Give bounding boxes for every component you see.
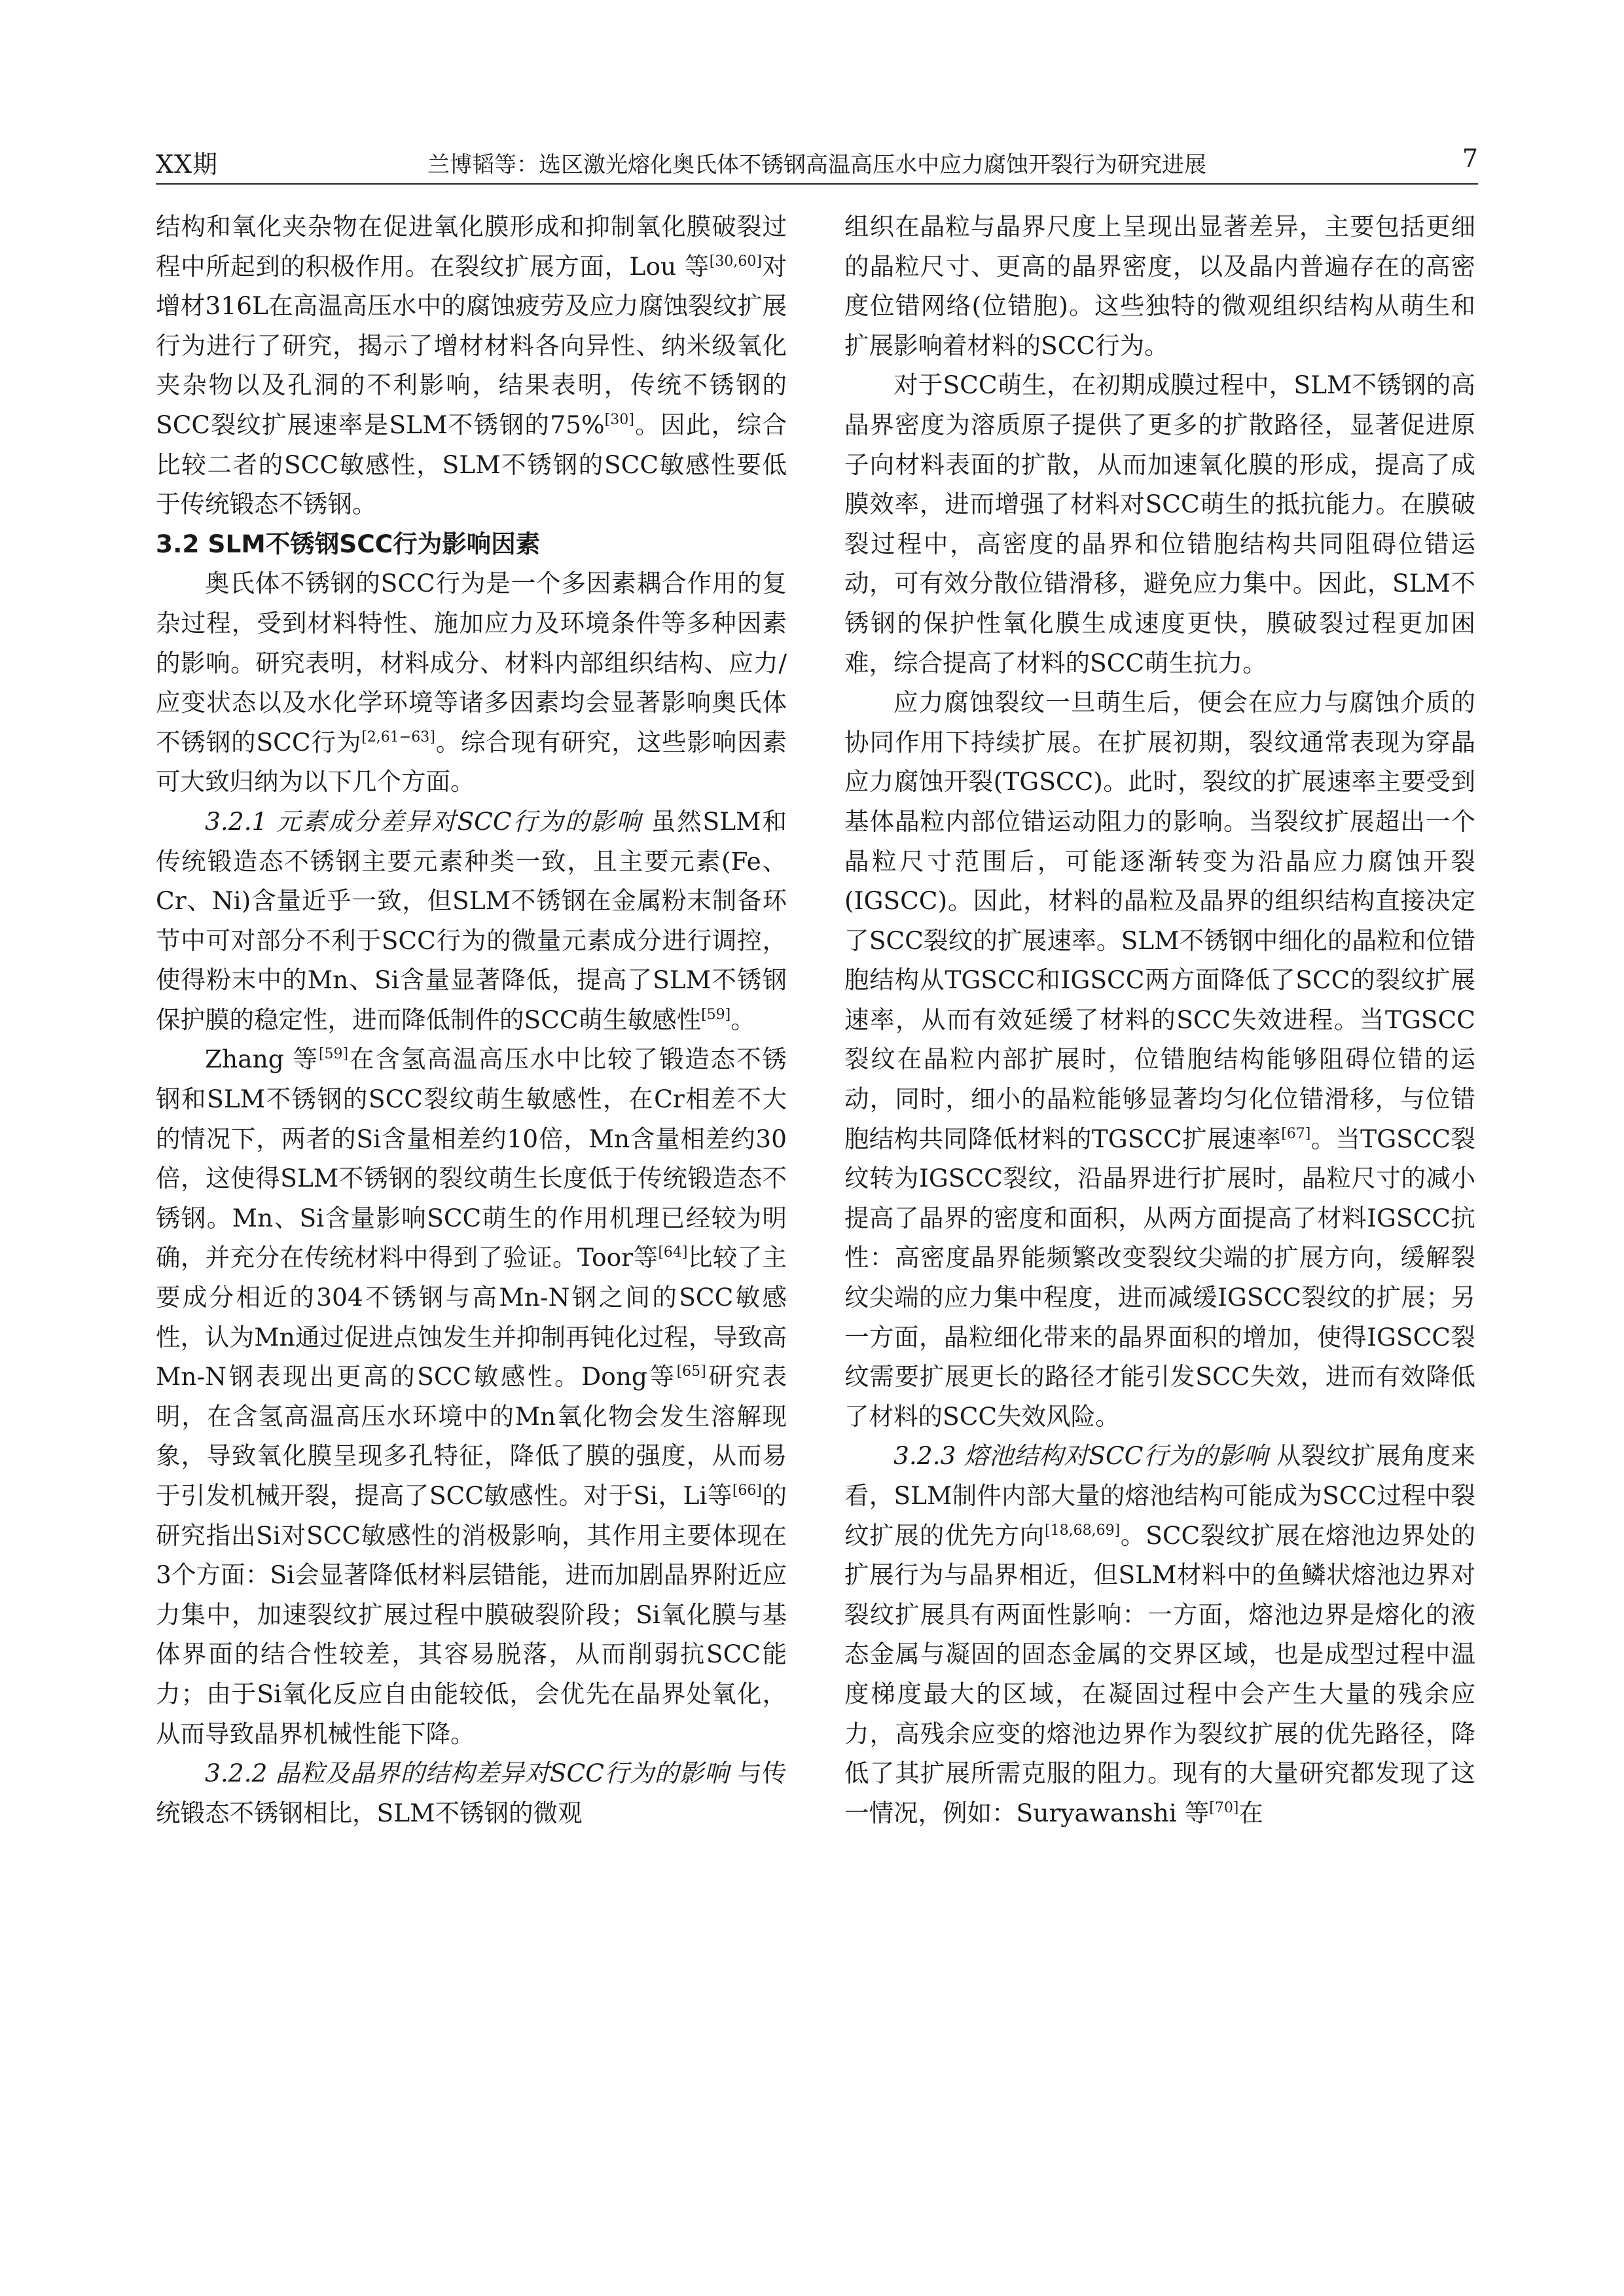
- citation: [66]: [732, 1482, 763, 1499]
- subsection-title-3-2-3: 3.2.3 熔池结构对SCC行为的影响: [893, 1441, 1269, 1471]
- paragraph-crack-growth: 应力腐蚀裂纹一旦萌生后，便会在应力与腐蚀介质的协同作用下持续扩展。在扩展初期，裂纹通常表现为穿晶应力腐蚀开裂(TGSCC)。此时，裂纹的扩展速率主要受到基体晶粒内部位错运动阻力的影响。当裂纹扩展超出一个晶粒尺寸范围后，可能逐渐转变为沿晶应力腐蚀开裂(IGSCC)。因此，材料的晶粒及晶界的组织结构直接决定了SCC裂纹的扩展速率。SLM不锈钢中细化的晶粒和位错胞结构从TGSCC和IGSCC两方面降低了SCC的裂纹扩展速率，从而有效延缓了材料的SCC失效进程。当TGSCC裂纹在晶粒内部扩展时，位错胞结构能够阻碍位错的运动，同时，细小的晶粒能够显著均匀化位错滑移，与位错胞结构共同降低材料的TGSCC扩展速率[67]。当TGSCC裂纹转为IGSCC裂纹，沿晶界进行扩展时，晶粒尺寸的减小提高了晶界的密度和面积，从两方面提高了材料IGSCC抗性：高密度晶界能频繁改变裂纹尖端的扩展方向，缓解裂纹尖端的应力集中程度，进而减缓IGSCC裂纹的扩展；另一方面，晶粒细化带来的晶界面积的增加，使得IGSCC裂纹需要扩展更长的路径才能引发SCC失效，进而有效降低了材料的SCC失效风险。: [844, 688, 1476, 1431]
- page-number: 7: [1462, 144, 1478, 173]
- citation: [67]: [1281, 1125, 1311, 1142]
- right-column: [844, 207, 1475, 1833]
- citation: [64]: [658, 1244, 688, 1261]
- paragraph-3-2-1: 3.2.1 元素成分差异对SCC行为的影响 虽然SLM和传统锻造态不锈钢主要元素种类一致，且主要元素(Fe、Cr、Ni)含量近乎一致，但SLM不锈钢在金属粉末制备环节中可对部分不利于SCC行为的微量元素成分进行调控，使得粉末中的Mn、Si含量显著降低，提高了SLM不锈钢保护膜的稳定性，进而降低制件的SCC萌生敏感性[59]。: [156, 806, 787, 1034]
- citation: [2,61−63]: [361, 728, 435, 745]
- paragraph-mn-si-effects: Zhang 等[59]在含氢高温高压水中比较了锻造态不锈钢和SLM不锈钢的SCC裂纹萌生敏感性，在Cr相差不大的情况下，两者的Si含量相差约10倍，Mn含量相差约30倍，这使得SLM不锈钢的裂纹萌生长度低于传统锻造态不锈钢。Mn、Si含量影响SCC萌生的作用机理已经较为明确，并充分在传统材料中得到了验证。Toor等[64]比较了主要成分相近的304不锈钢与高Mn-N钢之间的SCC敏感性，认为Mn通过促进点蚀发生并抑制再钝化过程，导致高Mn-N钢表现出更高的SCC敏感性。Dong等[65]研究表明，在含氢高温高压水环境中的Mn氧化物会发生溶解现象，导致氧化膜呈现多孔特征，降低了膜的强度，从而易于引发机械开裂，提高了SCC敏感性。对于Si，Li等[66]的研究指出Si对SCC敏感性的消极影响，其作用主要体现在3个方面：Si会显著降低材料层错能，进而加剧晶界附近应力集中，加速裂纹扩展过程中膜破裂阶段；Si氧化膜与基体界面的结合性较差，其容易脱落，从而削弱抗SCC能力；由于Si氧化反应自由能较低，会优先在晶界处氧化，从而导致晶界机械性能下降。: [156, 1045, 787, 1748]
- running-header: [156, 141, 1478, 185]
- citation: [18,68,69]: [1045, 1522, 1121, 1539]
- citation: [65]: [676, 1363, 706, 1380]
- paragraph-influencing-factors: 奥氏体不锈钢的SCC行为是一个多因素耦合作用的复杂过程，受到材料特性、施加应力及环境条件等多种因素的影响。研究表明，材料成分、材料内部组织结构、应力/应变状态以及水化学环境等诸多因素均会显著影响奥氏体不锈钢的SCC行为[2,61−63]。综合现有研究，这些影响因素可大致归纳为以下几个方面。: [156, 569, 787, 797]
- paragraph-3-2-2: 3.2.2 晶粒及晶界的结构差异对SCC行为的影响 与传统锻态不锈钢相比，SLM不锈钢的微观: [156, 1759, 787, 1827]
- subsection-title-3-2-2: 3.2.2 晶粒及晶界的结构差异对SCC行为的影响: [205, 1759, 729, 1788]
- journal-issue: XX期: [156, 150, 219, 179]
- citation: [30]: [604, 411, 634, 428]
- running-title: 兰博韬等：选区激光熔化奥氏体不锈钢高温高压水中应力腐蚀开裂行为研究进展: [427, 152, 1206, 178]
- citation: [59]: [701, 1006, 731, 1023]
- section-heading-3-2: 3.2 SLM不锈钢SCC行为影响因素: [156, 529, 541, 558]
- paragraph-crack-propagation: 结构和氧化夹杂物在促进氧化膜形成和抑制氧化膜破裂过程中所起到的积极作用。在裂纹扩展方面，Lou 等[30,60]对增材316L在高温高压水中的腐蚀疲劳及应力腐蚀裂纹扩展行为进行了研究，揭示了增材材料各向异性、纳米级氧化夹杂物以及孔洞的不利影响，结果表明，传统不锈钢的SCC裂纹扩展速率是SLM不锈钢的75%[30]。因此，综合比较二者的SCC敏感性，SLM不锈钢的SCC敏感性要低于传统锻态不锈钢。: [156, 212, 787, 519]
- citation: [59]: [318, 1046, 349, 1063]
- citation: [70]: [1209, 1799, 1239, 1816]
- left-column: [156, 207, 787, 1833]
- subsection-title-3-2-1: 3.2.1 元素成分差异对SCC行为的影响: [205, 806, 642, 836]
- paragraph-3-2-3: 3.2.3 熔池结构对SCC行为的影响 从裂纹扩展角度来看，SLM制件内部大量的熔池结构可能成为SCC过程中裂纹扩展的优先方向[18,68,69]。SCC裂纹扩展在熔池边界处的扩展行为与晶界相近，但SLM材料中的鱼鳞状熔池边界对裂纹扩展具有两面性影响：一方面，熔池边界是熔化的液态金属与凝固的固态金属的交界区域，也是成型过程中温度梯度最大的区域，在凝固过程中会产生大量的残余应力，高残余应变的熔池边界作为裂纹扩展的优先路径，降低了其扩展所需克服的阻力。现有的大量研究都发现了这一情况，例如：Suryawanshi 等[70]在: [844, 1441, 1475, 1827]
- paragraph-scc-initiation: 对于SCC萌生，在初期成膜过程中，SLM不锈钢的高晶界密度为溶质原子提供了更多的扩散路径，显著促进原子向材料表面的扩散，从而加速氧化膜的形成，提高了成膜效率，进而增强了材料对SCC萌生的抵抗能力。在膜破裂过程中，高密度的晶界和位错胞结构共同阻碍位错运动，可有效分散位错滑移，避免应力集中。因此，SLM不锈钢的保护性氧化膜生成速度更快，膜破裂过程更加困难，综合提高了材料的SCC萌生抗力。: [844, 370, 1475, 677]
- citation: [30,60]: [709, 253, 762, 270]
- paragraph-microstructure: 组织在晶粒与晶界尺度上呈现出显著差异，主要包括更细的晶粒尺寸、更高的晶界密度，以及晶内普遍存在的高密度位错网络(位错胞)。这些独特的微观组织结构从萌生和扩展影响着材料的SCC行为。: [844, 212, 1475, 360]
